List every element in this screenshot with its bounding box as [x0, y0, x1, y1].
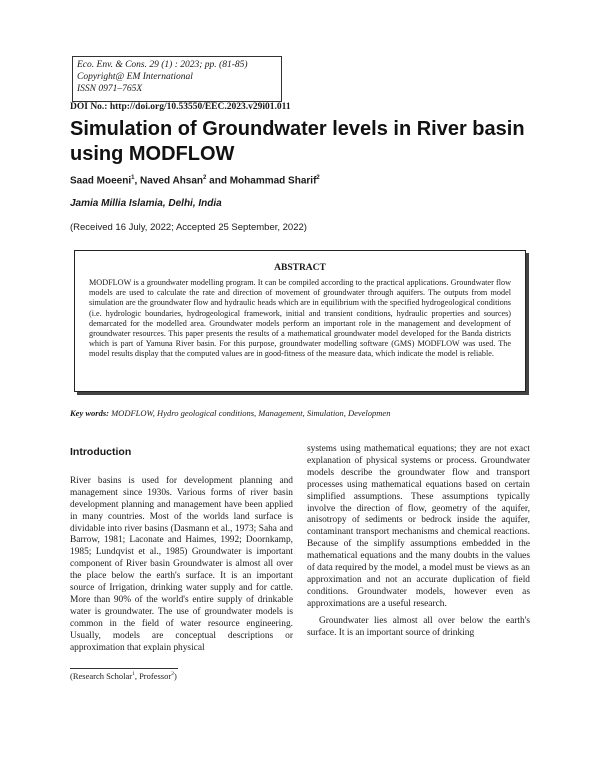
abstract-box [74, 250, 526, 392]
keywords-line [70, 408, 540, 418]
keywords-label: Key words: [70, 408, 109, 418]
abstract-heading: ABSTRACT [274, 263, 326, 273]
author-2-affil-mark: 2 [203, 175, 207, 181]
paper-title: Simulation of Groundwater levels in River basin using MODFLOW [70, 118, 525, 165]
body-paragraph: Groundwater lies almost all over below the earth's surface. It is an important source of drinking [307, 615, 530, 638]
body-column-left [70, 447, 293, 660]
author-3-affil-mark: 2 [316, 175, 320, 181]
journal-citation: Eco. Env. & Cons. 29 (1) : 2023; pp. (81-85) [77, 60, 248, 70]
body-paragraph: River basins is used for development planning and management since 1930s. Various forms of river basin development planning and management have been applied in many countries. Most of the worlds land surface is dividable into river basins (Dasmann et al., 1973; Saha and Barrow, 1981; Laconate and Haimes, 1992; Doornkamp, 1985; Lundqvist et al., 1985) Groundwater is important component of River basin Groundwater is almost all over the place below the earth's surface. It is an important source of Irrigation, drinking water supply and for cattle. More than 90% of the world's entire supply of drinkable water is groundwater. The use of groundwater models is common in the field of water resource engineering. Usually, models are conceptual descriptions or approximation that explain physical [70, 475, 293, 653]
received-dates: (Received 16 July, 2022; Accepted 25 September, 2022) [70, 222, 307, 233]
author-list [70, 175, 320, 186]
journal-info-box [72, 56, 282, 102]
footnote-mark-1: 1 [132, 671, 135, 678]
footnote-text-3: ) [173, 671, 177, 681]
journal-copyright: Copyright@ EM International [77, 72, 193, 82]
author-3: Mohammad Sharif [229, 175, 317, 187]
footnote-mark-2: 2 [171, 671, 174, 678]
body-paragraph: systems using mathematical equations; they are not exact explanation of physical systems or process. Groundwater models describe the groundwater flow and transport processes using mathematical equations based on certain simplified assumptions. These assumptions typically involve the direction of flow, geometry of the aquifer, anisotropy of sediments or bedrock inside the aquifer, contaminant transport mechanisms and chemical reactions. Because of the simplify assumptions embedded in the mathematical equations and the many doubts in the values of data required by the model, a model must be views as an approximation and not an accurate duplication of field conditions. Groundwater models, however even as approximations are a useful research. [307, 444, 530, 609]
footnote [70, 671, 177, 681]
author-2: Naved Ahsan [140, 175, 204, 187]
author-1: Saad Moeeni [70, 175, 132, 187]
footnote-text-1: (Research Scholar [70, 671, 133, 681]
affiliation: Jamia Millia Islamia, Delhi, India [70, 198, 222, 209]
keywords-text: MODFLOW, Hydro geological conditions, Management, Simulation, Developmen [108, 408, 391, 418]
journal-issn: ISSN 0971–765X [77, 84, 143, 94]
doi-line[interactable]: DOI No.: http://doi.org/10.53550/EEC.2023.v29i01.011 [70, 102, 291, 112]
author-1-affil-mark: 1 [131, 175, 135, 181]
section-heading-introduction: Introduction [70, 446, 132, 458]
author-separator: and [206, 175, 230, 187]
author-separator: , [134, 175, 141, 187]
footnote-text-2: , Professor [134, 671, 172, 681]
abstract-text: MODFLOW is a groundwater modelling program. It can be compiled according to the practical applications. Groundwater flow models are used to calculate the rate and direction of movement of groundwater through aquifers. The outputs from model simulation are the groundwater flow and hydraulic heads which are in equilibrium with the specified hydrogeological conditions (i.e. hydrologic boundaries, hydrogeological framework, initial and transient conditions, hydraulic properties and sources) demarcated for the modelled area. Groundwater models perform an important role in the management and development of groundwater resources. This paper presents the results of a mathematical groundwater model developed for the Banda districts which is part of Yamuna River basin. For this purpose, groundwater modelling software (GMS) MODFLOW was used. The model results display that the computed values are in good-fitness of the measure data, which indicate the model is reliable. [89, 278, 511, 359]
footnote-divider [70, 668, 178, 669]
body-column-right [307, 444, 530, 645]
